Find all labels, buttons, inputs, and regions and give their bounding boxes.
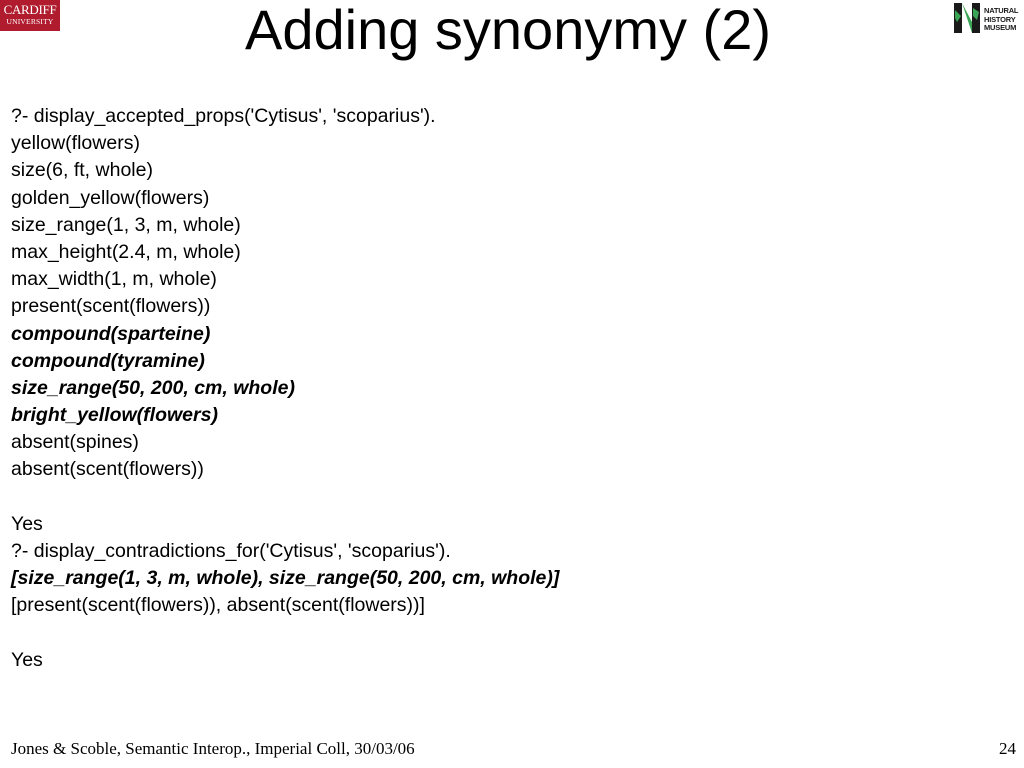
blank-line [11,620,559,647]
code-line: bright_yellow(flowers) [11,404,218,427]
code-line: [present(scent(flowers)), absent(scent(flowers))] [11,594,425,617]
code-line: max_width(1, m, whole) [11,268,217,291]
blank-line [11,484,559,511]
nhm-word-1: NATURAL [984,6,1019,15]
slide-page-number: 24 [999,739,1016,758]
code-line: compound(sparteine) [11,322,211,345]
nhm-word-3: MUSEUM [984,23,1017,32]
code-line: ?- display_accepted_props('Cytisus', 'scoparius'). [11,105,436,127]
code-line: size(6, ft, whole) [11,159,153,182]
code-line: max_height(2.4, m, whole) [11,240,241,263]
code-line: compound(tyramine) [11,349,205,372]
code-line: absent(spines) [11,431,139,454]
slide-body [11,103,559,674]
footer-citation: Jones & Scoble, Semantic Interop., Imperial Coll, 30/03/06 [11,739,415,758]
code-line: Yes [11,648,43,671]
code-line: ?- display_contradictions_for('Cytisus', 'scoparius'). [11,540,451,562]
cardiff-logo-line2: UNIVERSITY [6,17,54,26]
cardiff-logo-line1: CARDIFF [3,2,57,17]
code-line: Yes [11,512,43,535]
code-line: yellow(flowers) [11,132,140,155]
code-line: size_range(50, 200, cm, whole) [11,376,295,399]
slide-title: Adding synonymy (2) [244,0,771,61]
code-line: absent(scent(flowers)) [11,458,204,481]
nhm-word-2: HISTORY [984,14,1016,24]
code-line: size_range(1, 3, m, whole) [11,213,241,236]
code-line: golden_yellow(flowers) [11,186,210,209]
code-line: [size_range(1, 3, m, whole), size_range(50, 200, cm, whole)] [11,567,560,590]
code-line: present(scent(flowers)) [11,295,211,318]
